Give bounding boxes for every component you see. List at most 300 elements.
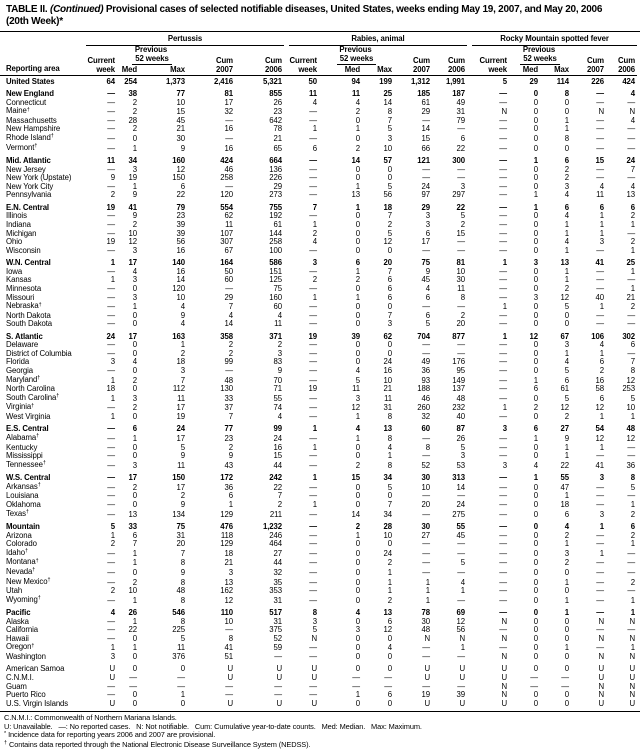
value-cell: —	[499, 310, 507, 320]
value-cell: 24	[626, 156, 636, 166]
reporting-area-cell: Mid. Atlantic	[6, 156, 51, 166]
value-cell: 1	[599, 442, 604, 452]
value-cell: 6	[180, 181, 185, 191]
value-cell: 1	[312, 499, 317, 509]
table-row	[0, 376, 637, 386]
value-cell: 8	[387, 460, 392, 470]
cum-label: Cum	[586, 55, 604, 65]
value-cell: —	[107, 143, 115, 153]
value-cell: —	[627, 451, 636, 461]
value-cell: 1	[355, 181, 360, 191]
top-rule	[0, 31, 640, 32]
value-cell: 10	[176, 97, 185, 107]
value-cell: 12	[626, 375, 636, 385]
value-cell: U	[629, 664, 636, 674]
value-cell: 1	[599, 521, 604, 531]
year-2006-label: 2006	[235, 65, 284, 75]
value-cell: 855	[269, 89, 282, 99]
value-cell: 19	[176, 412, 185, 422]
value-cell: —	[107, 473, 115, 483]
table-row	[0, 444, 637, 453]
group-header-rabies-animal: Rabies, animal	[284, 33, 467, 46]
max-label: Max	[362, 65, 394, 75]
value-cell: 1	[312, 292, 317, 302]
reporting-area-cell: New York City	[6, 181, 54, 191]
value-cell: 6	[312, 143, 317, 153]
value-cell: 61	[560, 384, 569, 394]
value-cell: 129	[220, 509, 233, 519]
value-cell: 3	[533, 292, 538, 302]
value-cell: 0	[533, 393, 538, 403]
value-cell: —	[596, 124, 604, 134]
value-cell: 3	[132, 292, 137, 302]
reporting-area-cell: Michigan	[6, 228, 37, 238]
value-cell: 4	[630, 89, 636, 99]
value-cell: 2	[355, 521, 360, 531]
value-cell: 27	[421, 530, 430, 540]
value-cell: 273	[269, 190, 282, 200]
value-cell: 140	[172, 258, 185, 268]
value-cell: —	[309, 451, 317, 461]
value-cell: —	[309, 107, 317, 117]
value-cell: 704	[417, 331, 430, 341]
value-cell: 75	[421, 258, 430, 268]
value-cell: 1	[502, 403, 507, 413]
value-cell: 0	[533, 521, 538, 531]
value-cell: 99	[273, 424, 282, 434]
value-cell: —	[107, 548, 115, 558]
cum-label: Cum	[264, 55, 282, 65]
value-cell: —	[422, 548, 430, 558]
table-row	[0, 558, 637, 568]
reporting-area-cell: South Dakota	[6, 319, 53, 329]
value-cell: 3	[502, 460, 507, 470]
table-row	[0, 75, 637, 86]
value-cell: 41	[224, 643, 233, 653]
value-cell: —	[499, 164, 507, 174]
value-cell: 27	[273, 548, 282, 558]
value-cell: 78	[421, 608, 430, 618]
value-cell: —	[499, 608, 507, 618]
reporting-area-cell: North Dakota	[6, 310, 51, 320]
value-cell: 22	[273, 482, 282, 492]
reporting-area-cell: Tennessee†	[6, 459, 46, 469]
max-label: Max	[139, 65, 187, 75]
table-row	[0, 107, 637, 117]
value-cell: 6	[387, 690, 392, 700]
value-cell: —	[499, 482, 507, 492]
value-cell: —	[457, 681, 465, 691]
reporting-area-cell: Pennsylvania	[6, 190, 52, 200]
value-cell: 211	[269, 509, 282, 519]
value-cell: 199	[379, 76, 392, 86]
value-cell: —	[499, 89, 507, 99]
value-cell: —	[499, 173, 507, 183]
value-cell: —	[309, 681, 317, 691]
value-cell: 1	[425, 586, 430, 596]
spacer-cell	[187, 46, 235, 55]
value-cell: 226	[591, 76, 604, 86]
table-row	[0, 662, 637, 674]
value-cell: 65	[273, 143, 282, 153]
table-row	[0, 578, 637, 588]
value-cell: 45	[421, 275, 430, 285]
value-cell: 8	[425, 442, 430, 452]
value-cell: 1	[312, 219, 317, 229]
value-cell: 3	[110, 652, 115, 662]
value-cell: U	[424, 673, 430, 683]
value-cell: 10	[626, 403, 636, 413]
table-row	[0, 350, 637, 359]
value-cell: 22	[560, 460, 569, 470]
value-cell: 2	[460, 219, 465, 229]
value-cell: 12	[176, 164, 185, 174]
reporting-area-cell: Missouri	[6, 292, 35, 302]
value-cell: 188	[417, 384, 430, 394]
value-cell: —	[499, 245, 507, 255]
value-cell: —	[129, 681, 137, 691]
value-cell: 22	[456, 202, 465, 212]
value-cell: N	[424, 633, 430, 643]
value-cell: 2,416	[213, 76, 233, 86]
value-cell: 14	[224, 319, 233, 329]
value-cell: 3	[599, 473, 604, 483]
value-cell: 1	[564, 442, 569, 452]
value-cell: —	[499, 509, 507, 519]
value-cell: —	[422, 652, 430, 662]
value-cell: N	[629, 633, 636, 643]
value-cell: 6	[599, 202, 604, 212]
value-cell: 6	[425, 228, 430, 238]
value-cell: 187	[452, 89, 465, 99]
value-cell: 17	[176, 434, 185, 444]
value-cell: —	[107, 181, 115, 191]
reporting-area-cell: District of Columbia	[6, 348, 72, 358]
value-cell: 0	[355, 567, 360, 577]
value-cell: —	[309, 266, 317, 276]
value-cell: —	[596, 577, 604, 587]
value-cell: 0	[132, 664, 137, 674]
value-cell: 0	[533, 302, 538, 312]
value-cell: —	[596, 173, 604, 183]
value-cell: 4	[425, 283, 430, 293]
value-cell: 57	[383, 156, 392, 166]
value-cell: 2	[630, 509, 636, 519]
value-cell: —	[309, 567, 317, 577]
value-cell: 275	[452, 509, 465, 519]
value-cell: —	[107, 424, 115, 434]
value-cell: 44	[273, 558, 282, 568]
value-cell: 5	[312, 625, 317, 635]
value-cell: 4	[599, 340, 604, 350]
value-cell: —	[107, 403, 115, 413]
value-cell: —	[596, 310, 604, 320]
value-cell: —	[422, 434, 430, 444]
value-cell: —	[499, 393, 507, 403]
value-cell: 0	[355, 451, 360, 461]
value-cell: 1	[533, 156, 538, 166]
value-cell: 5	[564, 366, 569, 376]
value-cell: U	[598, 664, 604, 674]
value-cell: 7	[277, 491, 282, 501]
value-cell: 6	[355, 258, 360, 268]
value-cell: 0	[533, 143, 538, 153]
value-cell: 33	[224, 393, 233, 403]
value-cell: 8	[630, 366, 636, 376]
value-cell: 48	[176, 586, 185, 596]
reporting-area-cell: South Carolina†	[6, 392, 60, 402]
value-cell: 7	[228, 412, 233, 422]
value-cell: 0	[564, 616, 569, 626]
value-cell: 0	[355, 499, 360, 509]
value-cell: 37	[224, 403, 233, 413]
value-cell: 1	[533, 375, 538, 385]
value-cell: 375	[269, 625, 282, 635]
value-cell: 21	[176, 124, 185, 134]
value-cell: 2	[355, 143, 360, 153]
value-cell: —	[309, 460, 317, 470]
value-cell: —	[309, 245, 317, 255]
value-cell: 36	[224, 482, 233, 492]
value-cell: 0	[564, 690, 569, 700]
value-cell: 2	[355, 460, 360, 470]
value-cell: —	[422, 539, 430, 549]
reporting-area-cell: Guam	[6, 681, 27, 691]
value-cell: 26	[273, 97, 282, 107]
value-cell: 20	[383, 258, 392, 268]
footnote: † Contains data reported through the National Electronic Disease Surveillance System (NEDSS).	[4, 740, 311, 750]
value-cell: 163	[172, 331, 185, 341]
table-row	[0, 268, 637, 277]
reporting-area-cell: United States	[6, 76, 55, 86]
value-cell: 1,312	[410, 76, 430, 86]
value-cell: 554	[220, 202, 233, 212]
value-cell: 2	[387, 595, 392, 605]
value-cell: 0	[533, 625, 538, 635]
previous-label: Previous	[339, 45, 372, 54]
value-cell: 1	[564, 491, 569, 501]
value-cell: 4	[277, 310, 282, 320]
footnote: * Incidence data for reporting years 2006 and 2007 are provisional.	[4, 730, 216, 740]
value-cell: 7	[630, 164, 636, 174]
reporting-area-cell: Minnesota	[6, 283, 42, 293]
value-cell: 6	[564, 156, 569, 166]
value-cell: 28	[383, 521, 392, 531]
value-cell: N	[501, 633, 507, 643]
value-cell: 0	[355, 173, 360, 183]
value-cell: 4	[228, 310, 233, 320]
value-cell: 0	[533, 412, 538, 422]
value-cell: U	[311, 664, 317, 674]
value-cell: —	[457, 539, 465, 549]
max-label: Max	[540, 65, 571, 75]
value-cell: 5	[564, 393, 569, 403]
value-cell: 18	[106, 384, 115, 394]
value-cell: 0	[564, 652, 569, 662]
value-cell: 7	[387, 115, 392, 125]
value-cell: 0	[355, 219, 360, 229]
value-cell: 22	[456, 143, 465, 153]
value-cell: 3	[387, 319, 392, 329]
value-cell: 2	[355, 275, 360, 285]
notifiable-diseases-table	[0, 33, 637, 708]
table-row	[0, 540, 637, 549]
value-cell: 136	[269, 164, 282, 174]
value-cell: —	[627, 442, 636, 452]
value-cell: N	[459, 633, 465, 643]
value-cell: 254	[124, 76, 137, 86]
value-cell: 0	[132, 319, 137, 329]
spacer-cell	[284, 46, 319, 55]
value-cell: 134	[172, 509, 185, 519]
value-cell: 3	[312, 616, 317, 626]
value-cell: —	[107, 558, 115, 568]
value-cell: 8	[180, 616, 185, 626]
value-cell: 0	[387, 633, 392, 643]
value-cell: 120	[172, 283, 185, 293]
value-cell: 0	[132, 442, 137, 452]
value-cell: —	[596, 482, 604, 492]
value-cell: 1	[599, 348, 604, 358]
value-cell: 877	[452, 331, 465, 341]
value-cell: 0	[533, 482, 538, 492]
value-cell: 6	[425, 292, 430, 302]
value-cell: 172	[220, 473, 233, 483]
value-cell: —	[499, 275, 507, 285]
med-label: Med	[117, 65, 139, 75]
value-cell: 0	[132, 310, 137, 320]
value-cell: 12	[383, 237, 392, 247]
value-cell: 3	[599, 509, 604, 519]
value-cell: N	[501, 616, 507, 626]
value-cell: —	[596, 115, 604, 125]
value-cell: 11	[177, 460, 185, 470]
value-cell: U	[501, 673, 507, 683]
value-cell: 176	[452, 357, 465, 367]
value-cell: —	[309, 302, 317, 312]
reporting-area-cell: New Hampshire	[6, 124, 61, 134]
value-cell: 4	[312, 237, 317, 247]
value-cell: —	[107, 89, 115, 99]
value-cell: 7	[387, 266, 392, 276]
value-cell: 0	[533, 698, 538, 708]
value-cell: 1	[460, 643, 465, 653]
value-cell: 3	[132, 393, 137, 403]
value-cell: 11	[596, 190, 604, 200]
value-cell: 0	[355, 586, 360, 596]
value-cell: 1	[564, 219, 569, 229]
value-cell: 17	[224, 97, 233, 107]
value-cell: 2	[387, 219, 392, 229]
value-cell: 6	[599, 357, 604, 367]
value-cell: 1	[110, 643, 115, 653]
value-cell: 1	[599, 412, 604, 422]
value-cell: 7	[180, 548, 185, 558]
weeks52-label: 52 weeks	[319, 55, 394, 66]
current-label: Current	[479, 55, 507, 65]
value-cell: 4	[355, 366, 360, 376]
reporting-area-cell: American Samoa	[6, 664, 65, 674]
value-cell: 0	[533, 509, 538, 519]
value-cell: 4	[132, 266, 137, 276]
value-cell: —	[309, 412, 317, 422]
value-cell: —	[596, 643, 604, 653]
value-cell: 358	[220, 331, 233, 341]
value-cell: 1	[599, 219, 604, 229]
value-cell: 0	[355, 211, 360, 221]
value-cell: 5	[564, 302, 569, 312]
value-cell: 67	[224, 245, 233, 255]
value-cell: 12	[529, 331, 538, 341]
reporting-area-cell: Wyoming†	[6, 594, 41, 604]
table-row	[0, 519, 637, 531]
reporting-area-cell: Arizona	[6, 530, 32, 540]
value-cell: U	[501, 698, 507, 708]
value-cell: 297	[452, 190, 465, 200]
value-cell: —	[309, 530, 317, 540]
value-cell: 1	[502, 302, 507, 312]
cum-label: Cum	[412, 55, 430, 65]
reporting-area-cell: W.S. Central	[6, 473, 51, 483]
value-cell: N	[311, 633, 317, 643]
value-cell: 464	[269, 539, 282, 549]
value-cell: 25	[383, 89, 392, 99]
value-cell: U	[598, 673, 604, 683]
value-cell: 31	[176, 530, 185, 540]
value-cell: 1	[355, 434, 360, 444]
value-cell: —	[309, 283, 317, 293]
value-cell: 476	[220, 521, 233, 531]
value-cell: —	[457, 348, 465, 358]
value-cell: 1	[564, 245, 569, 255]
value-cell: 12	[560, 403, 569, 413]
value-cell: —	[457, 164, 465, 174]
value-cell: 2	[180, 348, 185, 358]
value-cell: 79	[456, 115, 465, 125]
value-cell: 52	[421, 460, 430, 470]
value-cell: —	[309, 586, 317, 596]
value-cell: 6	[387, 616, 392, 626]
value-cell: 17	[176, 482, 185, 492]
value-cell: 0	[355, 319, 360, 329]
value-cell: 5	[387, 482, 392, 492]
previous-label: Previous	[134, 45, 168, 54]
value-cell: —	[499, 491, 507, 501]
value-cell: 16	[176, 245, 185, 255]
value-cell: 1	[630, 283, 636, 293]
value-cell: 1	[387, 586, 392, 596]
value-cell: 36	[421, 366, 430, 376]
value-cell: 0	[132, 499, 137, 509]
value-cell: 75	[273, 283, 282, 293]
value-cell: 0	[533, 577, 538, 587]
value-cell: 0	[132, 283, 137, 293]
value-cell: 1	[533, 434, 538, 444]
value-cell: —	[596, 89, 604, 99]
value-cell: 23	[224, 434, 233, 444]
year-2007-label: 2007	[571, 65, 606, 75]
value-cell: 1	[564, 608, 569, 618]
value-cell: 19	[106, 237, 115, 247]
value-cell: 0	[387, 652, 392, 662]
value-cell: 1	[355, 530, 360, 540]
value-cell: —	[384, 681, 392, 691]
value-cell: 77	[224, 424, 233, 434]
value-cell: 0	[387, 164, 392, 174]
value-cell: 21	[383, 384, 392, 394]
value-cell: —	[596, 567, 604, 577]
value-cell: N	[598, 107, 604, 117]
